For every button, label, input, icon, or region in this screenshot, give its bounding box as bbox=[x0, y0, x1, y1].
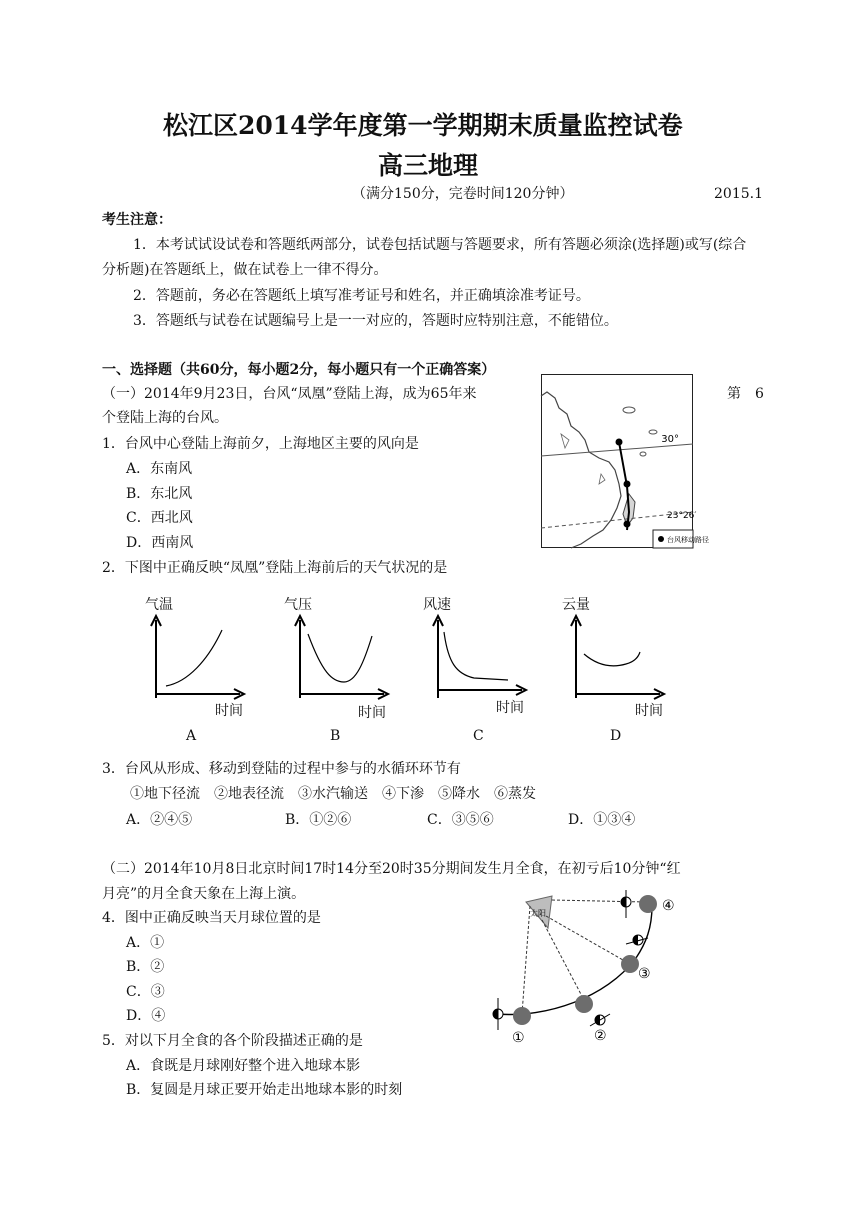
exam-info: （满分150分，完卷时间120分钟） bbox=[352, 186, 574, 202]
q4-stem: 4．图中正确反映当天月球位置的是 bbox=[102, 910, 321, 926]
q4-option-c[interactable]: C．③ bbox=[126, 984, 165, 1000]
notice-item-1-line-1: 1．本考试试设试卷和答题纸两部分，试卷包括试题与答题要求，所有答题必须涂(选择题)或写(综合 bbox=[133, 237, 747, 253]
q5-option-b[interactable]: B．复圆是月球正要开始走出地球本影的时刻 bbox=[126, 1082, 403, 1098]
graph-b-letter[interactable]: B bbox=[330, 728, 341, 744]
graph-a-letter[interactable]: A bbox=[186, 728, 197, 744]
group1-intro-line-2: 个登陆上海的台风。 bbox=[102, 410, 228, 426]
figure-side-label: 第 6 bbox=[727, 386, 764, 402]
q3-option-a[interactable]: A．②④⑤ bbox=[126, 812, 193, 828]
moon-2 bbox=[575, 995, 593, 1013]
moon-3 bbox=[621, 955, 639, 973]
q1-option-d[interactable]: D．西南风 bbox=[126, 535, 194, 551]
q3-option-c[interactable]: C．③⑤⑥ bbox=[427, 812, 494, 828]
notice-item-1-line-2: 分析题)在答题纸上，做在试卷上一律不得分。 bbox=[102, 262, 388, 278]
moon-1 bbox=[513, 1007, 531, 1025]
notice-item-2: 2．答题前，务必在答题纸上填写准考证号和姓名，并正确填涂准考证号。 bbox=[133, 288, 590, 304]
position-1-label: ① bbox=[512, 1030, 525, 1046]
typhoon-path-map bbox=[541, 374, 709, 548]
group1-intro-line-1: （一）2014年9月23日，台风“凤凰”登陆上海，成为65年来 bbox=[102, 386, 477, 402]
position-4-label: ④ bbox=[662, 898, 675, 914]
q1-option-b[interactable]: B．东北风 bbox=[126, 486, 193, 502]
graph-b-curve bbox=[308, 634, 372, 682]
position-2-label: ② bbox=[594, 1028, 607, 1044]
graph-d-curve bbox=[584, 652, 640, 666]
q4-option-d[interactable]: D．④ bbox=[126, 1008, 166, 1024]
map-legend-label: 台风移动路径 bbox=[667, 536, 709, 544]
q4-option-b[interactable]: B．② bbox=[126, 959, 165, 975]
q5-stem: 5．对以下月全食的各个阶段描述正确的是 bbox=[102, 1033, 363, 1049]
q1-stem: 1．台风中心登陆上海前夕，上海地区主要的风向是 bbox=[102, 436, 419, 452]
exam-subject: 高三地理 bbox=[378, 151, 479, 180]
graph-c-letter[interactable]: C bbox=[473, 728, 484, 744]
graph-d bbox=[568, 612, 668, 702]
graph-c-ylabel: 风速 bbox=[423, 597, 451, 613]
q5-option-a[interactable]: A．食既是月球刚好整个进入地球本影 bbox=[126, 1058, 361, 1074]
graph-c-curve bbox=[444, 632, 508, 680]
group2-intro-line-2: 月亮”的月全食天象在上海上演。 bbox=[102, 886, 306, 902]
q4-option-a[interactable]: A．① bbox=[126, 935, 165, 951]
graph-b-ylabel: 气压 bbox=[284, 597, 312, 613]
q3-stem: 3．台风从形成、移动到登陆的过程中参与的水循环环节有 bbox=[102, 761, 461, 777]
graph-b-xlabel: 时间 bbox=[358, 705, 386, 721]
position-3-label: ③ bbox=[638, 966, 651, 982]
lunar-eclipse-diagram bbox=[486, 888, 698, 1048]
exam-date: 2015.1 bbox=[714, 186, 763, 202]
graph-c bbox=[430, 612, 530, 702]
graph-d-letter[interactable]: D bbox=[610, 728, 622, 744]
q2-stem: 2．下图中正确反映“凤凰”登陆上海前后的天气状况的是 bbox=[102, 560, 448, 576]
q3-items: ①地下径流 ②地表径流 ③水汽输送 ④下渗 ⑤降水 ⑥蒸发 bbox=[130, 786, 536, 802]
exam-title: 松江区2014学年度第一学期期末质量监控试卷 bbox=[163, 111, 683, 140]
q3-option-d[interactable]: D．①③④ bbox=[568, 812, 636, 828]
lat-30-label: 30° bbox=[661, 434, 679, 445]
q1-option-a[interactable]: A．东南风 bbox=[126, 461, 193, 477]
graph-b bbox=[292, 612, 392, 702]
graph-d-xlabel: 时间 bbox=[635, 703, 663, 719]
graph-d-ylabel: 云量 bbox=[562, 597, 590, 613]
group2-intro-line-1: （二）2014年10月8日北京时间17时14分至20时35分期间发生月全食，在初亏后10分钟“红 bbox=[102, 861, 681, 877]
section-heading: 一、选择题（共60分，每小题2分，每小题只有一个正确答案） bbox=[102, 362, 496, 378]
q1-option-c[interactable]: C．西北风 bbox=[126, 510, 193, 526]
notice-item-3: 3．答题纸与试卷在试题编号上是一一对应的，答题时应特别注意，不能错位。 bbox=[133, 313, 618, 329]
graph-a-ylabel: 气温 bbox=[145, 597, 173, 613]
sun-label: 太阳 bbox=[530, 909, 546, 918]
moon-4 bbox=[639, 895, 657, 913]
graph-a-xlabel: 时间 bbox=[215, 703, 243, 719]
graph-c-xlabel: 时间 bbox=[496, 700, 524, 716]
graph-a-curve bbox=[166, 630, 222, 686]
graph-a bbox=[148, 612, 248, 702]
notice-heading: 考生注意： bbox=[102, 212, 172, 228]
q3-option-b[interactable]: B．①②⑥ bbox=[285, 812, 352, 828]
lat-23-label: 23°26′ bbox=[667, 511, 697, 521]
